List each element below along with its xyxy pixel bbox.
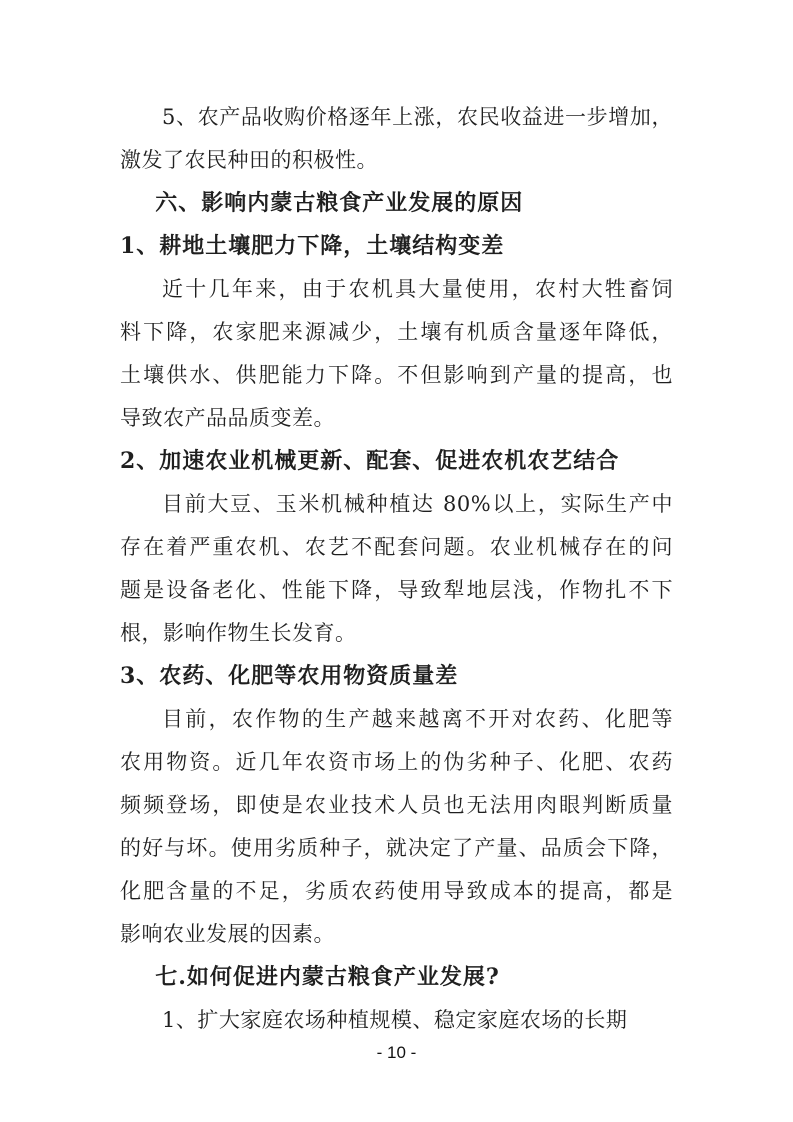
- text-line: 激发了农民种田的积极性。: [120, 148, 378, 172]
- paragraph: [120, 999, 673, 1042]
- text-line: 1、耕地土壤肥力下降，土壤结构变差: [120, 233, 505, 259]
- text-line: 导致农产品品质变差。: [120, 406, 335, 430]
- text-line: 根，影响作物生长发育。: [120, 621, 357, 645]
- section-heading: [120, 182, 673, 225]
- sub-heading: [120, 440, 673, 483]
- paragraph: [120, 268, 673, 440]
- text-line: 近十几年来，由于农机具大量使用，农村大牲畜饲: [162, 277, 673, 301]
- sub-heading: [120, 655, 673, 698]
- paragraph: [120, 96, 673, 182]
- text-line: 料下降，农家肥来源减少，土壤有机质含量逐年降低，: [120, 320, 673, 344]
- document-content: [120, 96, 673, 1042]
- text-line: 农用物资。近几年农资市场上的伪劣种子、化肥、农药: [120, 750, 673, 774]
- page-number: - 10 -: [376, 1043, 417, 1062]
- text-line: 目前大豆、玉米机械种植达 80%以上，实际生产中: [162, 492, 673, 516]
- text-line: 目前，农作物的生产越来越离不开对农药、化肥等: [162, 707, 673, 731]
- sub-heading: [120, 225, 673, 268]
- paragraph: [120, 698, 673, 956]
- text-line: 存在着严重农机、农艺不配套问题。农业机械存在的问: [120, 535, 673, 559]
- text-line: 5、农产品收购价格逐年上涨，农民收益进一步增加，: [162, 105, 673, 129]
- section-heading: [120, 956, 673, 999]
- text-line: 六、影响内蒙古粮食产业发展的原因: [155, 190, 524, 216]
- text-line: 土壤供水、供肥能力下降。不但影响到产量的提高，也: [120, 363, 673, 387]
- text-line: 的好与坏。使用劣质种子，就决定了产量、品质会下降，: [120, 836, 673, 860]
- text-line: 题是设备老化、性能下降，导致犁地层浅，作物扎不下: [120, 578, 673, 602]
- text-line: 2、加速农业机械更新、配套、促进农机农艺结合: [120, 448, 620, 474]
- text-line: 影响农业发展的因素。: [120, 922, 335, 946]
- text-line: 3、农药、化肥等农用物资质量差: [120, 663, 459, 689]
- page-footer: [0, 1043, 793, 1063]
- text-line: 七.如何促进内蒙古粮食产业发展?: [155, 964, 500, 990]
- text-line: 频频登场，即使是农业技术人员也无法用肉眼判断质量: [120, 793, 673, 817]
- text-line: 化肥含量的不足，劣质农药使用导致成本的提高，都是: [120, 879, 673, 903]
- text-line: 1、扩大家庭农场种植规模、稳定家庭农场的长期: [162, 1008, 628, 1032]
- paragraph: [120, 483, 673, 655]
